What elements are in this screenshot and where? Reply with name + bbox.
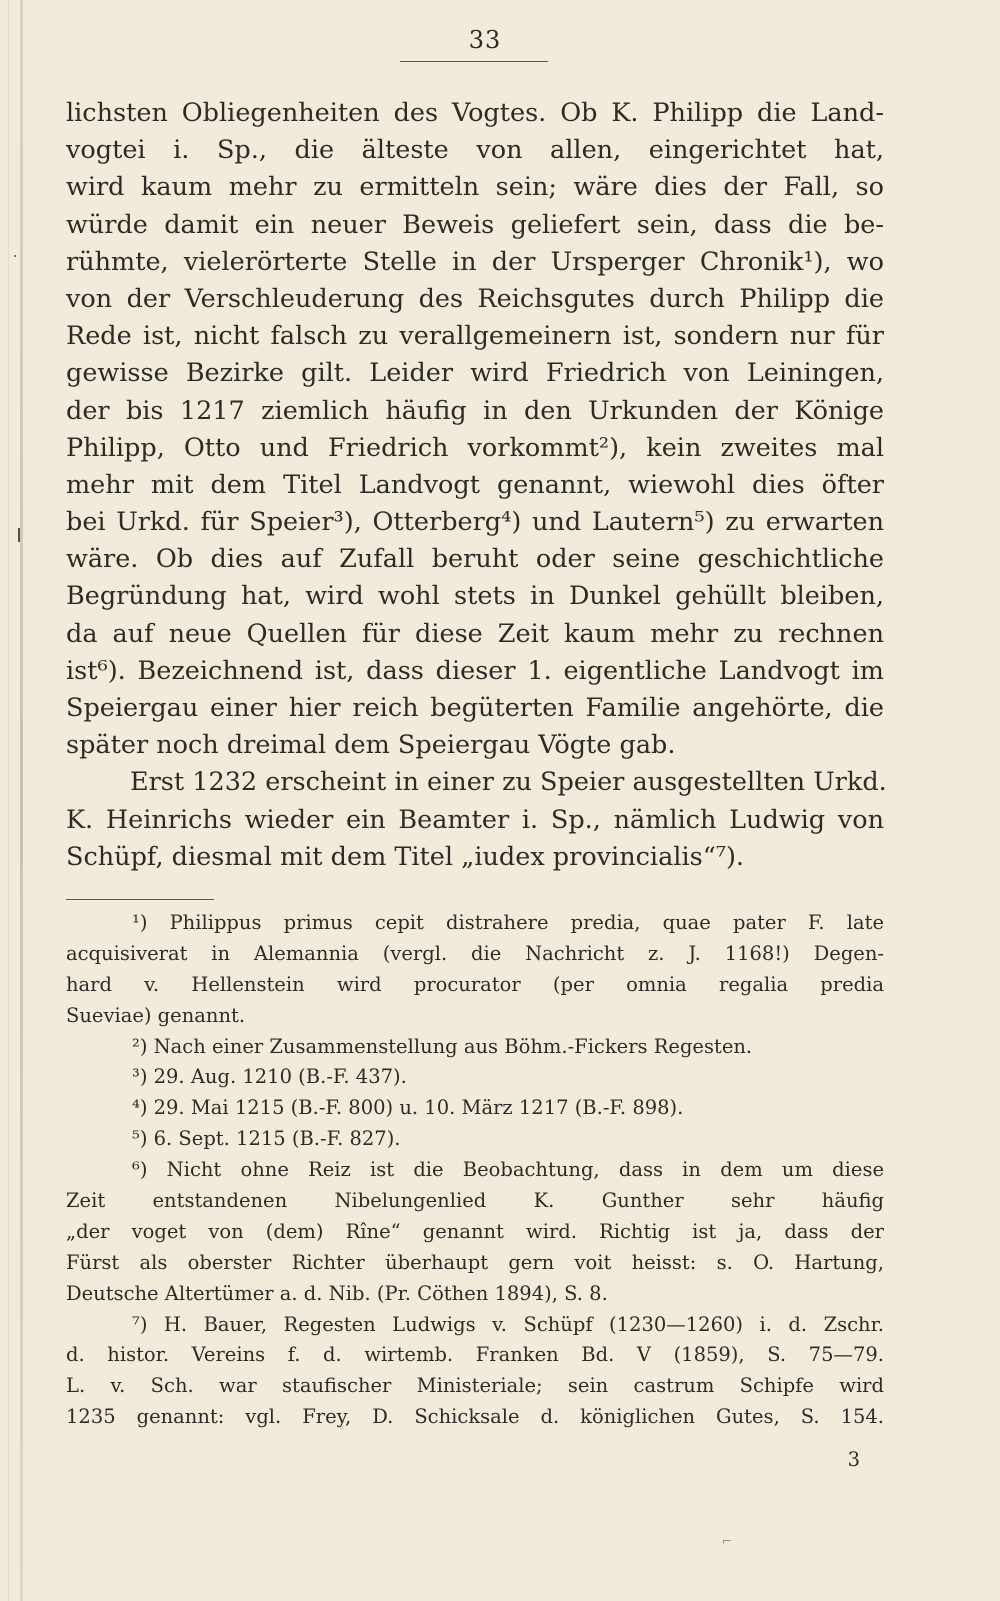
- text-line-16: ist⁶). Bezeichnend ist, dass dieser 1. eigentliche Landvogt im: [66, 655, 884, 686]
- footnote-line-13: Deutsche Altertümer a. d. Nib. (Pr. Cöthen 1894), S. 8.: [66, 1281, 608, 1305]
- text-line-4: würde damit ein neuer Beweis geliefert sein, dass die be-: [66, 209, 884, 240]
- header-rule: [400, 61, 548, 62]
- text-line-17: Speiergau einer hier reich begüterten Familie angehörte, die: [66, 693, 884, 723]
- text-line-20: K. Heinrichs wieder ein Beamter i. Sp., nämlich Ludwig von: [66, 804, 884, 835]
- text-line-7: Rede ist, nicht falsch zu verallgemeinern ist, sondern nur für: [66, 321, 884, 352]
- footnote-line-1: ¹) Philippus primus cepit distrahere predia, quae pater F. late: [132, 911, 884, 934]
- footnote-line-8: ⁵) 6. Sept. 1215 (B.-F. 827).: [132, 1127, 401, 1151]
- footnote-line-9: ⁶) Nicht ohne Reiz ist die Beobachtung, dass in dem um diese: [132, 1158, 884, 1182]
- text-line-18: später noch dreimal dem Speiergau Vögte gab.: [66, 730, 676, 761]
- page-binding-edge: [20, 0, 23, 1601]
- text-line-14: Begründung hat, wird wohl stets in Dunkel gehüllt bleiben,: [66, 581, 884, 612]
- text-line-8: gewisse Bezirke gilt. Leider wird Friedrich von Leiningen,: [66, 358, 884, 389]
- text-line-21: Schüpf, diesmal mit dem Titel „iudex provincialis“⁷).: [66, 841, 745, 872]
- footnote-line-7: ⁴) 29. Mai 1215 (B.-F. 800) u. 10. März 1217 (B.-F. 898).: [132, 1096, 684, 1120]
- footnote-line-3: hard v. Hellenstein wird procurator (per omnia regalia predia: [66, 972, 884, 996]
- text-line-10: Philipp, Otto und Friedrich vorkommt²), kein zweites mal: [66, 432, 884, 463]
- footnote-line-14: ⁷) H. Bauer, Regesten Ludwigs v. Schüpf (1230—1260) i. d. Zschr.: [132, 1312, 884, 1336]
- footnote-line-16: L. v. Sch. war staufischer Ministeriale; sein castrum Schipfe wird: [66, 1374, 884, 1398]
- footnote-line-10: Zeit entstandenen Nibelungenlied K. Gunther sehr häufig: [66, 1189, 884, 1213]
- footnote-rule: [66, 899, 214, 900]
- footnote-line-5: ²) Nach einer Zusammenstellung aus Böhm.-Fickers Regesten.: [132, 1034, 753, 1058]
- text-line-13: wäre. Ob dies auf Zufall beruht oder seine geschichtliche: [66, 544, 884, 575]
- footnote-line-4: Sueviae) genannt.: [66, 1003, 246, 1027]
- text-line-12: bei Urkd. für Speier³), Otterberg⁴) und Lautern⁵) zu erwarten: [66, 507, 884, 538]
- footnotes: [66, 908, 884, 1433]
- footnote-line-17: 1235 genannt: vgl. Frey, D. Schicksale d. königlichen Gutes, S. 154.: [66, 1405, 884, 1429]
- text-line-11: mehr mit dem Titel Landvogt genannt, wiewohl dies öfter: [66, 469, 884, 500]
- text-line-2: vogtei i. Sp., die älteste von allen, eingerichtet hat,: [66, 135, 884, 166]
- footnote-line-6: ³) 29. Aug. 1210 (B.-F. 437).: [132, 1065, 407, 1089]
- text-line-19: Erst 1232 erscheint in einer zu Speier ausgestellten Urkd.: [130, 767, 887, 798]
- text-line-3: wird kaum mehr zu ermitteln sein; wäre dies der Fall, so: [66, 172, 884, 203]
- page-number: 33: [468, 26, 502, 54]
- margin-dot: [14, 255, 16, 257]
- margin-mark: [18, 528, 20, 542]
- text-line-5: rühmte, vielerörterte Stelle in der Ursperger Chronik¹), wo: [66, 246, 884, 277]
- smudge-mark: ⌐: [722, 1534, 733, 1548]
- footnote-line-12: Fürst als oberster Richter überhaupt gern voit heisst: s. O. Hartung,: [66, 1250, 884, 1274]
- text-line-6: von der Verschleuderung des Reichsgutes durch Philipp die: [66, 283, 884, 314]
- footnote-line-11: „der voget von (dem) Rîne“ genannt wird. Richtig ist ja, dass der: [66, 1219, 884, 1243]
- text-line-1: lichsten Obliegenheiten des Vogtes. Ob K. Philipp die Land-: [66, 98, 884, 128]
- footnote-line-15: d. histor. Vereins f. d. wirtemb. Franken Bd. V (1859), S. 75—79.: [66, 1343, 884, 1367]
- footnote-line-2: acquisiverat in Alemannia (vergl. die Nachricht z. J. 1168!) Degen-: [66, 941, 884, 965]
- page-edge-shadow: [8, 0, 9, 1601]
- main-text: [66, 95, 887, 876]
- text-line-9: der bis 1217 ziemlich häufig in den Urkunden der Könige: [66, 395, 884, 426]
- signature-mark: 3: [847, 1448, 860, 1471]
- text-line-15: da auf neue Quellen für diese Zeit kaum mehr zu rechnen: [66, 618, 884, 649]
